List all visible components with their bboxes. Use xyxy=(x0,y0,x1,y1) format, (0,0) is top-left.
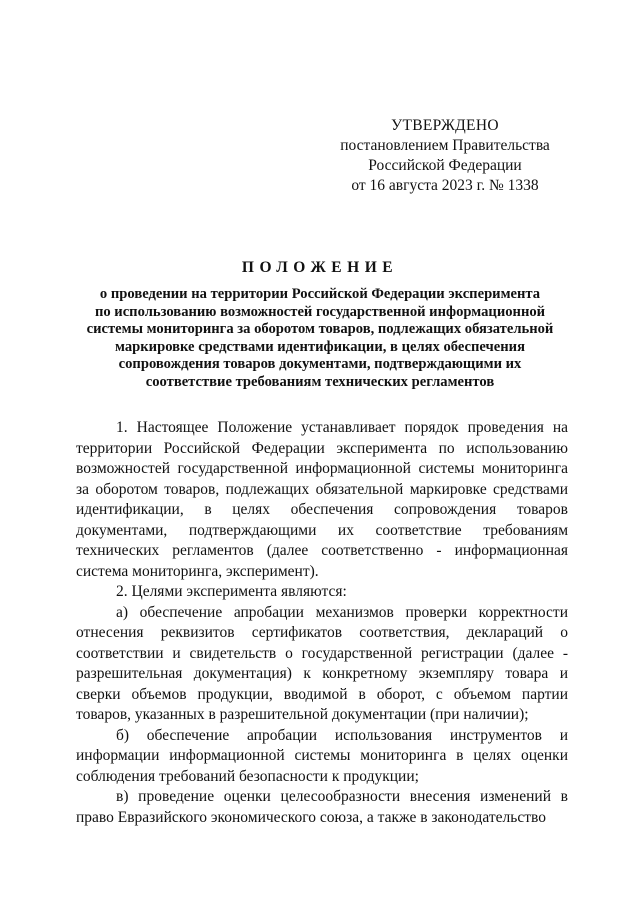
approval-line: от 16 августа 2023 г. № 1338 xyxy=(351,177,539,194)
document-body xyxy=(76,418,568,828)
paragraph-2c: в) проведение оценки целесообразности внесения изменений в право Евразийского экономического союза, а также в законодательство xyxy=(76,788,568,826)
paragraph-1: 1. Настоящее Положение устанавливает порядок проведения на территории Российской Федерации эксперимента по использованию возможностей государственной информационной системы мониторинга за оборотом товаров, подлежащих обязательной маркировке средствами идентификации, в целях обеспечения сопровождения товаров документами, подтверждающими их соответствие требованиям технических регламентов (далее соответственно - информационная система мониторинга, эксперимент). xyxy=(76,419,568,580)
approval-line: постановлением Правительства xyxy=(340,137,550,154)
paragraph-2b: б) обеспечение апробации использования инструментов и информации информационной системы мониторинга в целях оценки соблюдения требований безопасности к продукции; xyxy=(76,726,568,785)
approval-block xyxy=(330,116,560,196)
document-title: ПОЛОЖЕНИЕ xyxy=(241,259,399,276)
approval-title: УТВЕРЖДЕНО xyxy=(391,117,499,134)
subtitle-line: соответствие требованиям технических регламентов xyxy=(145,373,495,390)
subtitle-line: сопровождения товаров документами, подтверждающими их xyxy=(118,356,522,372)
subtitle-line: по использованию возможностей государственной информационной xyxy=(94,303,546,320)
paragraph-2a: а) обеспечение апробации механизмов проверки корректности отнесения реквизитов сертификатов соответствия, деклараций о соответствии и свидетельств о государственной регистрации (далее - разрешительная документация) к конкретному экземпляру товара и сверки объемов продукции, вводимой в оборот, с объемом партии товаров, указанных в разрешительной документации (при наличии); xyxy=(76,603,568,723)
subtitle-line: о проведении на территории Российской Федерации эксперимента xyxy=(99,286,541,302)
document-subtitle xyxy=(60,286,580,391)
subtitle-line: маркировке средствами идентификации, в целях обеспечения xyxy=(115,338,525,355)
paragraph-2: 2. Целями эксперимента являются: xyxy=(116,583,347,600)
document-heading xyxy=(60,258,580,391)
subtitle-line: системы мониторинга за оборотом товаров, подлежащих обязательной xyxy=(86,321,554,337)
approval-line: Российской Федерации xyxy=(368,157,522,174)
